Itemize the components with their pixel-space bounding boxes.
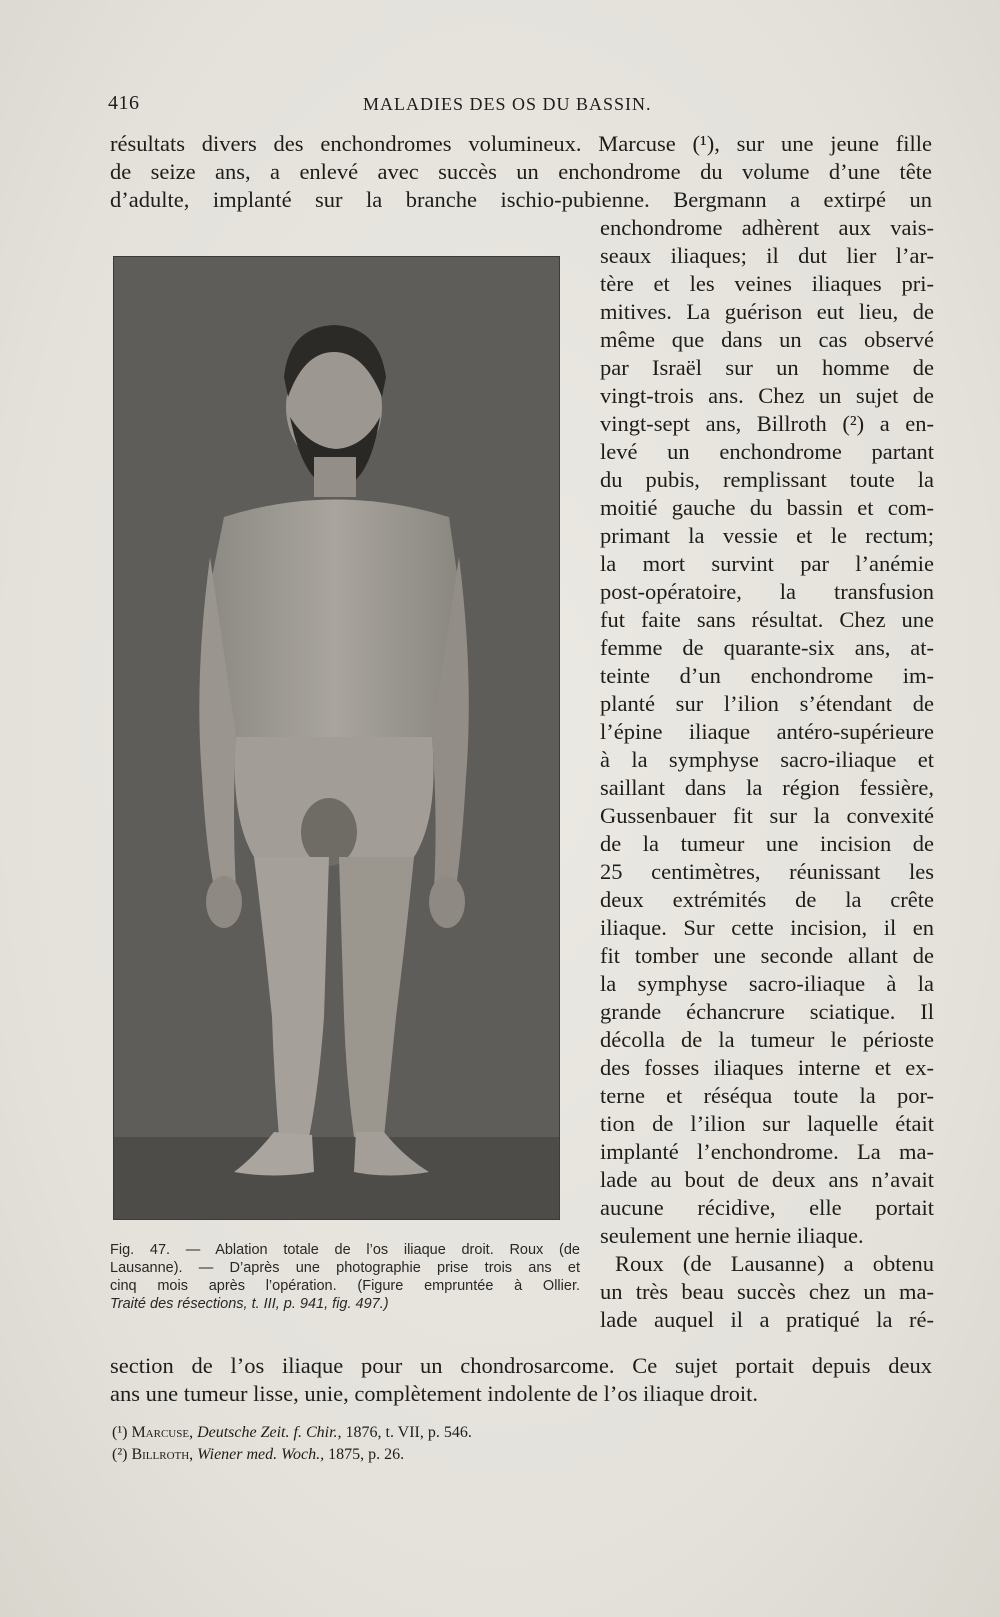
column-line: Roux (de Lausanne) a obtenu <box>615 1251 934 1276</box>
footnote-author: Billroth, <box>131 1446 194 1463</box>
column-line: fit tomber une seconde allant de <box>600 943 934 968</box>
column-line: Gussenbauer fit sur la convexité <box>600 803 934 828</box>
column-line: même que dans un cas observé <box>600 327 934 352</box>
column-line: teinte d’un enchondrome im- <box>600 663 934 688</box>
column-line: grande échancrure sciatique. Il <box>600 999 934 1024</box>
column-line: seulement une hernie iliaque. <box>600 1223 864 1248</box>
column-line: vingt-trois ans. Chez un sujet de <box>600 383 934 408</box>
column-line: 25 centimètres, réunissant les <box>600 859 934 884</box>
column-line: levé un enchondrome partant <box>600 439 934 464</box>
column-line: l’épine iliaque antéro-supérieure <box>600 719 934 744</box>
footnote-1 <box>112 1422 712 1444</box>
column-line: par Israël sur un homme de <box>600 355 934 380</box>
column-line: décolla de la tumeur le périoste <box>600 1027 934 1052</box>
footnotes <box>112 1422 712 1466</box>
figure-photograph <box>113 256 560 1220</box>
caption-line: Traité des résections, t. III, p. 941, fig. 497.) <box>110 1296 389 1312</box>
column-line: enchondrome adhèrent aux vais- <box>600 215 934 240</box>
column-line: deux extrémités de la crête <box>600 887 934 912</box>
column-line: seaux iliaques; il dut lier l’ar- <box>600 243 934 268</box>
column-line: femme de quarante-six ans, at- <box>600 635 934 660</box>
column-line: mitives. La guérison eut lieu, de <box>600 299 934 324</box>
column-line: implanté l’enchondrome. La ma- <box>600 1139 934 1164</box>
column-line: un très beau succès chez un ma- <box>600 1279 934 1304</box>
column-line: saillant dans la région fessière, <box>600 775 934 800</box>
column-line: à la symphyse sacro-iliaque et <box>600 747 934 772</box>
column-line: lade auquel il a pratiqué la ré- <box>600 1307 934 1332</box>
footnote-2 <box>112 1444 712 1466</box>
body-line: d’adulte, implanté sur la branche ischio-pubienne. Bergmann a extirpé un <box>110 187 932 212</box>
figure-caption <box>110 1241 580 1313</box>
page-number: 416 <box>108 92 140 114</box>
column-line: la mort survint par l’anémie <box>600 551 934 576</box>
footnote-marker: (¹) <box>112 1424 128 1441</box>
column-line: lade au bout de deux ans n’avait <box>600 1167 934 1192</box>
page-header <box>108 92 898 120</box>
body-line: ans une tumeur lisse, unie, complètement indolente de l’os iliaque droit. <box>110 1381 758 1406</box>
column-line: moitié gauche du bassin et com- <box>600 495 934 520</box>
column-line: iliaque. Sur cette incision, il en <box>600 915 934 940</box>
footnote-rest: 1875, p. 26. <box>328 1446 405 1463</box>
body-line: section de l’os iliaque pour un chondrosarcome. Ce sujet portait depuis deux <box>110 1353 932 1378</box>
column-line: planté sur l’ilion s’étendant de <box>600 691 934 716</box>
footnote-journal: Deutsche Zeit. f. Chir., <box>197 1424 342 1441</box>
column-line: du pubis, remplissant toute la <box>600 467 934 492</box>
column-line: de la tumeur une incision de <box>600 831 934 856</box>
column-line: terne et réséqua toute la por- <box>600 1083 934 1108</box>
column-line: post-opératoire, la transfusion <box>600 579 934 604</box>
man-standing-photo-icon <box>114 257 559 1219</box>
footnote-author: Marcuse, <box>131 1424 194 1441</box>
body-line: de seize ans, a enlevé avec succès un enchondrome du volume d’une tête <box>110 159 932 184</box>
footnote-rest: 1876, t. VII, p. 546. <box>345 1424 472 1441</box>
column-line: vingt-sept ans, Billroth (²) a en- <box>600 411 934 436</box>
running-head: MALADIES DES OS DU BASSIN. <box>363 94 652 114</box>
footnote-marker: (²) <box>112 1446 128 1463</box>
body-line: résultats divers des enchondromes volumineux. Marcuse (¹), sur une jeune fille <box>110 131 932 156</box>
column-line: fut faite sans résultat. Chez une <box>600 607 934 632</box>
caption-line: cinq mois après l’opération. (Figure empruntée à Ollier. <box>110 1278 580 1294</box>
column-line: tion de l’ilion sur laquelle était <box>600 1111 934 1136</box>
column-line: aucune récidive, elle portait <box>600 1195 934 1220</box>
column-line: des fosses iliaques interne et ex- <box>600 1055 934 1080</box>
column-line: tère et les veines iliaques pri- <box>600 271 934 296</box>
footnote-journal: Wiener med. Woch., <box>197 1446 325 1463</box>
caption-line: Lausanne). — D’après une photographie prise trois ans et <box>110 1260 580 1276</box>
column-line: la symphyse sacro-iliaque à la <box>600 971 934 996</box>
column-line: primant la vessie et le rectum; <box>600 523 934 548</box>
caption-line: Fig. 47. — Ablation totale de l’os iliaque droit. Roux (de <box>110 1242 580 1258</box>
